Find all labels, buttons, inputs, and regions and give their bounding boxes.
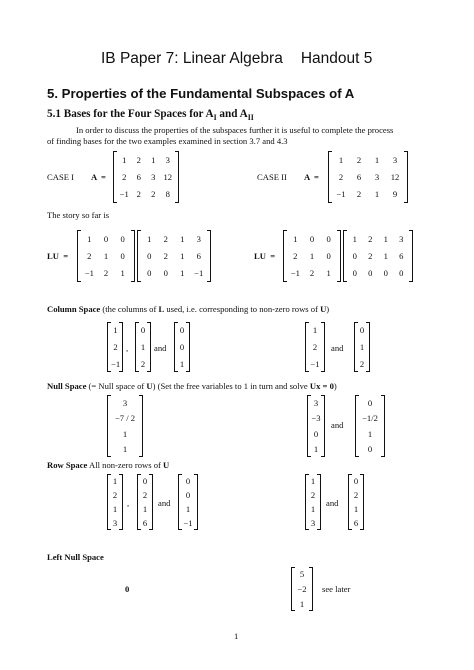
row-vector xyxy=(107,474,123,530)
row-space-u: U xyxy=(163,460,170,470)
see-later-note: see later xyxy=(322,584,351,594)
matrix-a-label xyxy=(304,172,319,182)
vector-entry: 1 xyxy=(353,504,359,514)
matrix-entry: −1 xyxy=(336,189,346,200)
matrix-entry: 0 xyxy=(120,233,125,244)
column-vector xyxy=(305,322,325,372)
subsection-heading-text: 5.1 Bases for the Four Spaces for A xyxy=(47,108,214,120)
vector-entry: 1 xyxy=(313,444,319,455)
matrix-entry: 0 xyxy=(120,250,125,261)
matrix-entry: 12 xyxy=(390,171,400,182)
null-space-equation: Ux = 0 xyxy=(309,381,334,391)
matrix-entry: 1 xyxy=(180,268,185,279)
matrix-entry: 6 xyxy=(356,171,362,182)
intro-line-2: of finding bases for the two examples examined in section 3.7 and 4.3 xyxy=(47,136,288,146)
vector-entry: 1 xyxy=(122,428,128,439)
matrix-a-label xyxy=(91,172,106,182)
vector-entry: 6 xyxy=(142,518,148,528)
vector-entry: 1 xyxy=(310,476,316,486)
page-number: 1 xyxy=(234,631,239,641)
column-space-line xyxy=(47,304,329,315)
matrix-entry: 0 xyxy=(352,250,357,261)
matrix-entry: 1 xyxy=(147,233,152,244)
left-null-vector xyxy=(291,567,313,611)
lu-letters: LU xyxy=(254,251,266,261)
story-text: The story so far is xyxy=(47,210,110,220)
matrix-entry: 2 xyxy=(356,154,362,165)
vector-entry: 1 xyxy=(140,341,146,352)
lu-letters: LU xyxy=(47,251,59,261)
vector-entry: 0 xyxy=(142,476,148,486)
vector-entry: 1 xyxy=(122,444,128,455)
matrix-entry: 6 xyxy=(196,250,201,261)
vector-entry: 0 xyxy=(367,397,373,408)
vector-entry: 2 xyxy=(353,490,359,500)
matrix-entry: 2 xyxy=(87,250,92,261)
and-word: and xyxy=(331,343,344,353)
row-vector xyxy=(137,474,153,530)
column-space-l: L xyxy=(158,304,165,314)
matrix-entry: 3 xyxy=(151,171,156,182)
section-heading: 5. Properties of the Fundamental Subspaces of A xyxy=(47,86,355,101)
vector-entry: 1 xyxy=(112,476,118,486)
subscript-ii: II xyxy=(247,113,254,123)
subsection-heading-mid: and A xyxy=(216,108,248,120)
matrix-entry: 3 xyxy=(374,171,380,182)
vector-entry: 1 xyxy=(359,341,365,352)
matrix-a1 xyxy=(113,151,179,203)
matrix-entry: 2 xyxy=(136,154,141,165)
matrix-entry: 1 xyxy=(122,154,127,165)
matrix-entry: 1 xyxy=(293,233,298,244)
matrix-entry: 2 xyxy=(103,268,109,279)
matrix-entry: 2 xyxy=(368,250,373,261)
matrix-entry: 0 xyxy=(383,268,388,279)
vector-entry: 3 xyxy=(310,518,316,528)
vector-entry: 0 xyxy=(185,490,191,500)
matrix-entry: 1 xyxy=(180,233,185,244)
row-vector xyxy=(348,474,364,530)
page-title xyxy=(101,50,372,68)
vector-entry: −2 xyxy=(297,583,307,594)
vector-entry: −3 xyxy=(311,413,321,424)
vector-entry: −7 / 2 xyxy=(114,413,136,424)
subsection-heading xyxy=(47,108,254,122)
matrix-entry: 0 xyxy=(326,233,331,244)
null-vector xyxy=(107,395,143,457)
matrix-entry: 0 xyxy=(163,268,168,279)
matrix-entry: 1 xyxy=(352,233,357,244)
matrix-entry: 2 xyxy=(151,189,156,200)
null-space-line xyxy=(47,381,337,392)
null-vector xyxy=(355,395,385,457)
matrix-entry: 1 xyxy=(383,250,388,261)
matrix-entry: 2 xyxy=(368,233,373,244)
matrix-entry: 3 xyxy=(196,233,201,244)
null-space-text-b: ) (Set the free variables to 1 in turn and solve xyxy=(152,381,310,391)
handout-number: Handout 5 xyxy=(300,50,373,67)
row-space-text: All non-zero rows of xyxy=(87,460,164,470)
column-space-text-c: ) xyxy=(326,304,330,314)
matrix-u1 xyxy=(137,230,211,282)
matrix-entry: 2 xyxy=(163,250,168,261)
vector-entry: 0 xyxy=(313,428,319,439)
and-word: and xyxy=(326,498,339,508)
vector-entry: 1 xyxy=(142,504,148,514)
case-2-label: CASE II xyxy=(257,172,287,182)
matrix-entry: 1 xyxy=(103,250,109,261)
vector-entry: 1 xyxy=(312,325,318,336)
vector-entry: 1 xyxy=(113,325,118,336)
matrix-a-letter: A xyxy=(91,172,97,182)
row-vector xyxy=(178,474,198,530)
column-space-u: U xyxy=(320,304,327,314)
null-space-heading: Null Space xyxy=(47,381,87,391)
vector-entry: 0 xyxy=(179,325,185,336)
matrix-entry: 8 xyxy=(165,189,170,200)
matrix-l2 xyxy=(283,230,341,282)
vector-entry: 2 xyxy=(112,490,118,500)
column-space-heading: Column Space xyxy=(47,304,101,314)
matrix-entry: 0 xyxy=(103,233,109,244)
vector-entry: 2 xyxy=(359,358,365,369)
lu-label xyxy=(47,251,68,261)
matrix-entry: 1 xyxy=(326,268,331,279)
null-space-text-a: (= Null space of xyxy=(86,381,147,391)
column-vector xyxy=(107,322,123,372)
row-space-heading: Row Space xyxy=(47,460,88,470)
matrix-entry: 0 xyxy=(368,268,373,279)
null-vector xyxy=(307,395,325,457)
matrix-entry: 9 xyxy=(392,189,398,200)
matrix-entry: 3 xyxy=(392,154,398,165)
matrix-l1 xyxy=(77,230,135,282)
matrix-entry: 2 xyxy=(356,189,362,200)
matrix-entry: 1 xyxy=(374,189,380,200)
matrix-entry: 2 xyxy=(293,250,298,261)
column-vector xyxy=(135,322,151,372)
and-word: and xyxy=(154,343,167,353)
vector-entry: 1 xyxy=(367,428,373,439)
row-space-line xyxy=(47,460,169,471)
case-1-label: CASE I xyxy=(47,172,74,182)
vector-entry: 1 xyxy=(185,504,191,514)
matrix-entry: 0 xyxy=(326,250,331,261)
vector-entry: −1/2 xyxy=(362,413,378,424)
matrix-a-letter: A xyxy=(304,172,310,182)
vector-entry: 2 xyxy=(113,341,118,352)
matrix-entry: 1 xyxy=(120,268,125,279)
vector-entry: 0 xyxy=(185,476,191,486)
vector-entry: 0 xyxy=(353,476,359,486)
matrix-entry: 6 xyxy=(136,171,141,182)
vector-entry: 1 xyxy=(112,504,118,514)
and-word: and xyxy=(158,498,171,508)
equals-sign: = xyxy=(101,172,106,182)
matrix-entry: 12 xyxy=(163,171,173,182)
comma: , xyxy=(126,343,129,353)
matrix-entry: 3 xyxy=(399,233,404,244)
column-vector xyxy=(174,322,190,372)
matrix-entry: 0 xyxy=(147,268,152,279)
matrix-entry: 0 xyxy=(399,268,404,279)
matrix-entry: 1 xyxy=(383,233,388,244)
matrix-entry: 1 xyxy=(374,154,380,165)
vector-entry: 3 xyxy=(122,397,128,408)
matrix-entry: −1 xyxy=(194,268,204,279)
matrix-entry: 3 xyxy=(165,154,170,165)
null-space-u: U xyxy=(146,381,153,391)
lu-label xyxy=(254,251,275,261)
matrix-u2 xyxy=(343,230,413,282)
matrix-entry: 0 xyxy=(309,233,315,244)
matrix-entry: −1 xyxy=(84,268,94,279)
column-space-text-a: (the columns of xyxy=(100,304,159,314)
row-vector xyxy=(305,474,321,530)
vector-entry: 2 xyxy=(312,341,318,352)
matrix-entry: 2 xyxy=(338,171,344,182)
intro-line-1: In order to discuss the properties of the subspaces further it is useful to complete the process xyxy=(76,125,394,135)
vector-entry: 2 xyxy=(142,490,148,500)
vector-entry: −1 xyxy=(310,358,320,369)
matrix-entry: 1 xyxy=(180,250,185,261)
matrix-entry: 2 xyxy=(136,189,141,200)
equals-sign: = xyxy=(314,172,319,182)
and-word: and xyxy=(331,420,344,430)
vector-entry: 1 xyxy=(179,358,185,369)
matrix-entry: 0 xyxy=(352,268,357,279)
matrix-entry: 6 xyxy=(399,250,404,261)
vector-entry: 1 xyxy=(299,598,305,609)
vector-entry: −1 xyxy=(183,518,193,528)
matrix-entry: 1 xyxy=(309,250,315,261)
matrix-entry: 2 xyxy=(309,268,315,279)
vector-entry: 2 xyxy=(140,358,146,369)
equals-sign: = xyxy=(270,251,276,261)
vector-entry: −1 xyxy=(111,358,121,369)
matrix-entry: −1 xyxy=(119,189,129,200)
vector-entry: 6 xyxy=(353,518,359,528)
column-space-text-b: used, i.e. corresponding to non-zero rows of xyxy=(164,304,321,314)
subscript-i: I xyxy=(213,113,217,123)
vector-entry: 0 xyxy=(140,325,146,336)
title-text: IB Paper 7: Linear Algebra xyxy=(101,50,283,67)
vector-entry: 3 xyxy=(313,397,319,408)
equals-sign: = xyxy=(63,251,69,261)
vector-entry: 3 xyxy=(112,518,118,528)
vector-entry: 5 xyxy=(299,569,305,580)
left-null-space-heading: Left Null Space xyxy=(47,552,104,562)
matrix-entry: 2 xyxy=(122,171,127,182)
matrix-entry: 1 xyxy=(338,154,344,165)
column-vector xyxy=(354,322,370,372)
matrix-entry: 1 xyxy=(151,154,156,165)
vector-entry: 0 xyxy=(179,341,185,352)
vector-entry: 0 xyxy=(359,325,365,336)
vector-entry: 1 xyxy=(310,504,316,514)
matrix-entry: 2 xyxy=(163,233,168,244)
matrix-entry: 1 xyxy=(87,233,92,244)
matrix-entry: 0 xyxy=(147,250,152,261)
vector-entry: 2 xyxy=(310,490,316,500)
matrix-entry: −1 xyxy=(290,268,300,279)
zero-vector: 0 xyxy=(125,584,130,594)
comma: , xyxy=(127,498,130,508)
null-space-text-c: ) xyxy=(333,381,337,391)
matrix-a2 xyxy=(328,151,408,203)
vector-entry: 0 xyxy=(367,444,373,455)
